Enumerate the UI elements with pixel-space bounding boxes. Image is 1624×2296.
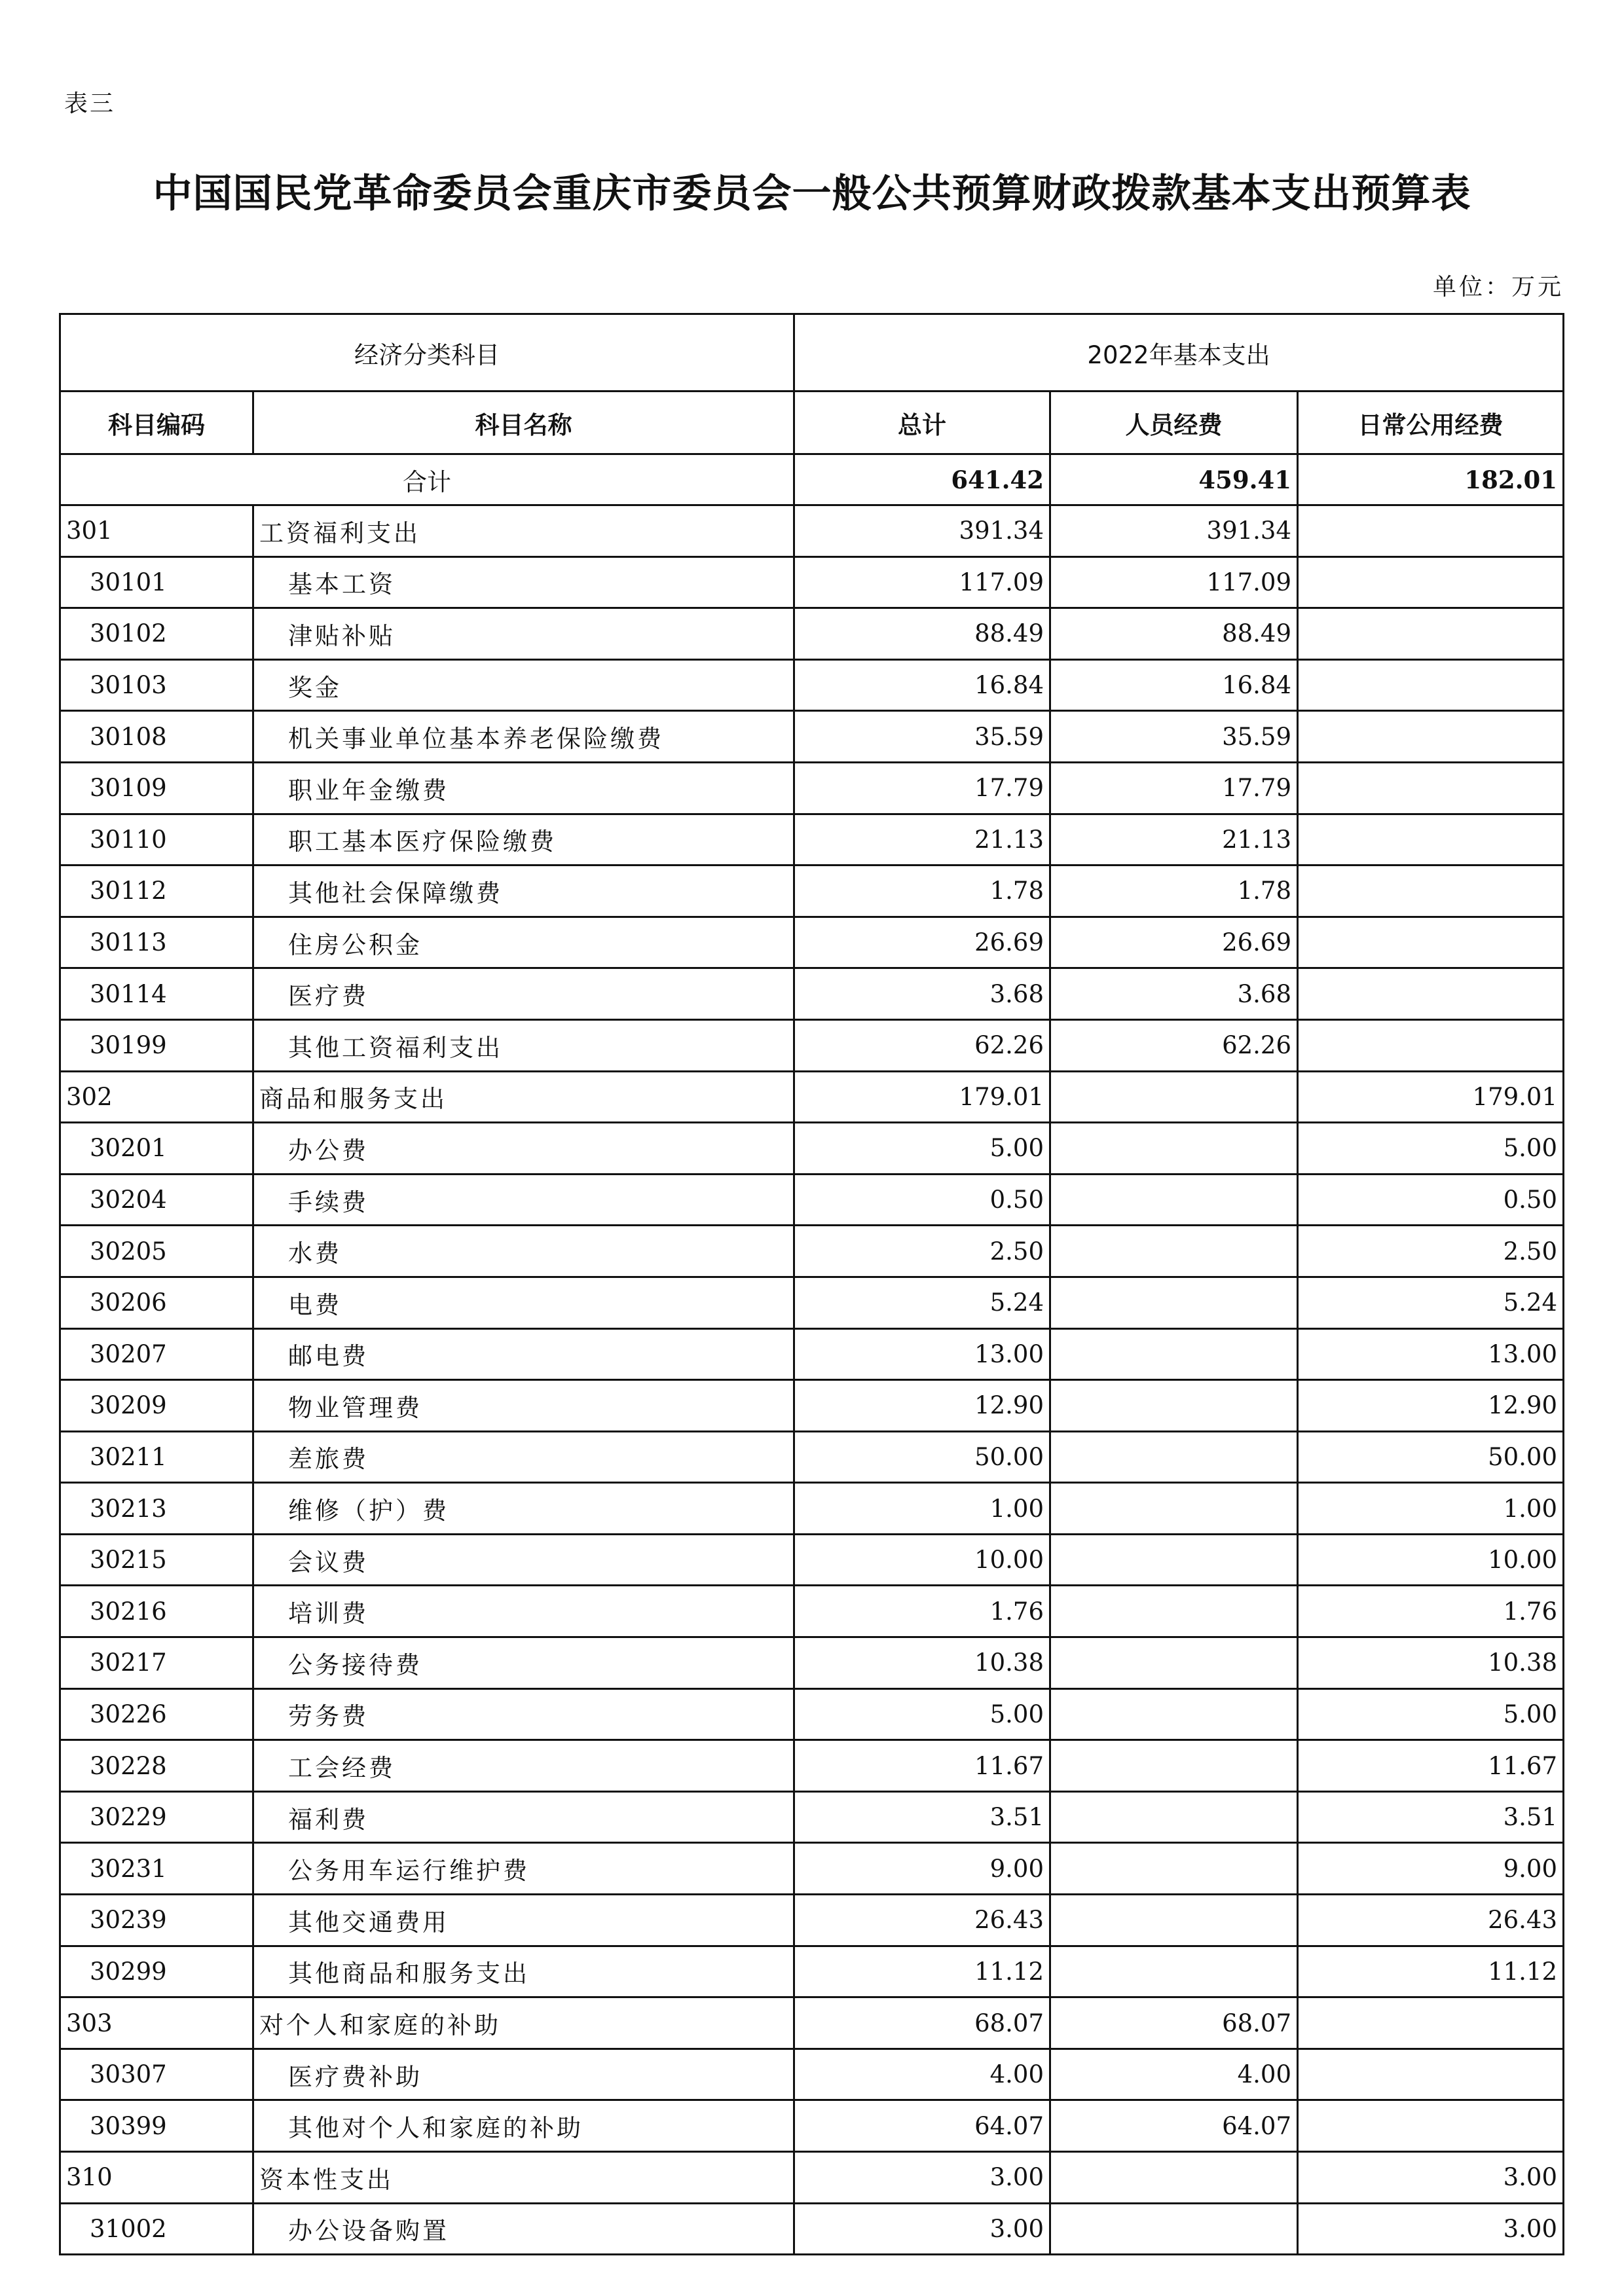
table-row — [60, 1997, 1564, 2049]
row-total: 3.00 — [794, 2152, 1050, 2204]
row-name: 职工基本医疗保险缴费 — [253, 814, 794, 866]
row-total: 5.24 — [794, 1277, 1050, 1328]
row-name: 邮电费 — [253, 1328, 794, 1380]
row-total: 35.59 — [794, 711, 1050, 763]
table-row — [60, 1071, 1564, 1123]
table-row — [60, 608, 1564, 660]
column-header-row — [60, 392, 1564, 454]
row-name: 工会经费 — [253, 1740, 794, 1792]
row-personnel — [1050, 1534, 1298, 1586]
table-row — [60, 659, 1564, 711]
row-code: 30217 — [60, 1637, 253, 1689]
row-total: 50.00 — [794, 1431, 1050, 1483]
row-public: 26.43 — [1298, 1895, 1564, 1946]
row-personnel: 62.26 — [1050, 1019, 1298, 1071]
row-personnel — [1050, 1071, 1298, 1123]
classification-header: 经济分类科目 — [60, 314, 794, 392]
row-code: 30103 — [60, 659, 253, 711]
row-total: 13.00 — [794, 1328, 1050, 1380]
row-personnel — [1050, 1226, 1298, 1277]
row-total: 3.00 — [794, 2203, 1050, 2255]
row-total: 1.00 — [794, 1483, 1050, 1535]
row-total: 5.00 — [794, 1123, 1050, 1175]
total-row — [60, 454, 1564, 505]
table-row — [60, 2049, 1564, 2100]
total-public: 182.01 — [1298, 454, 1564, 505]
row-code: 30206 — [60, 1277, 253, 1328]
row-personnel — [1050, 2152, 1298, 2204]
row-code: 30110 — [60, 814, 253, 866]
unit-label: 单位：万元 — [1432, 274, 1564, 301]
row-personnel — [1050, 1174, 1298, 1226]
table-row — [60, 1688, 1564, 1740]
row-public: 5.00 — [1298, 1688, 1564, 1740]
row-name: 公务用车运行维护费 — [253, 1843, 794, 1895]
row-name: 水费 — [253, 1226, 794, 1277]
row-code: 30239 — [60, 1895, 253, 1946]
row-total: 5.00 — [794, 1688, 1050, 1740]
row-personnel: 391.34 — [1050, 505, 1298, 557]
row-total: 11.12 — [794, 1946, 1050, 1997]
table-row — [60, 1174, 1564, 1226]
row-total: 0.50 — [794, 1174, 1050, 1226]
row-personnel: 16.84 — [1050, 659, 1298, 711]
name-column-header: 科目名称 — [253, 392, 794, 454]
row-personnel — [1050, 1637, 1298, 1689]
row-name: 商品和服务支出 — [253, 1071, 794, 1123]
row-personnel: 68.07 — [1050, 1997, 1298, 2049]
row-code: 30102 — [60, 608, 253, 660]
row-code: 30211 — [60, 1431, 253, 1483]
total-column-header: 总计 — [794, 392, 1050, 454]
table-row — [60, 1946, 1564, 1997]
row-name: 其他商品和服务支出 — [253, 1946, 794, 1997]
row-name: 福利费 — [253, 1791, 794, 1843]
row-name: 工资福利支出 — [253, 505, 794, 557]
table-row — [60, 1740, 1564, 1792]
row-name: 机关事业单位基本养老保险缴费 — [253, 711, 794, 763]
row-code: 30205 — [60, 1226, 253, 1277]
row-public — [1298, 762, 1564, 814]
row-name: 奖金 — [253, 659, 794, 711]
row-public — [1298, 2049, 1564, 2100]
row-public: 12.90 — [1298, 1380, 1564, 1432]
row-code: 30109 — [60, 762, 253, 814]
row-code: 310 — [60, 2152, 253, 2204]
row-name: 电费 — [253, 1277, 794, 1328]
table-row — [60, 917, 1564, 968]
row-personnel: 117.09 — [1050, 556, 1298, 608]
row-code: 30231 — [60, 1843, 253, 1895]
row-personnel — [1050, 2203, 1298, 2255]
code-column-header: 科目编码 — [60, 392, 253, 454]
row-total: 4.00 — [794, 2049, 1050, 2100]
row-code: 30209 — [60, 1380, 253, 1432]
row-public: 3.00 — [1298, 2152, 1564, 2204]
year-expense-header: 2022年基本支出 — [794, 314, 1564, 392]
table-row — [60, 1123, 1564, 1175]
table-row — [60, 505, 1564, 557]
row-personnel — [1050, 1431, 1298, 1483]
row-code: 30207 — [60, 1328, 253, 1380]
row-code: 30101 — [60, 556, 253, 608]
row-total: 10.00 — [794, 1534, 1050, 1586]
row-name: 差旅费 — [253, 1431, 794, 1483]
row-total: 391.34 — [794, 505, 1050, 557]
row-public — [1298, 711, 1564, 763]
row-total: 179.01 — [794, 1071, 1050, 1123]
row-code: 30199 — [60, 1019, 253, 1071]
row-total: 1.78 — [794, 866, 1050, 917]
row-code: 30226 — [60, 1688, 253, 1740]
table-row — [60, 711, 1564, 763]
row-code: 301 — [60, 505, 253, 557]
row-code: 30299 — [60, 1946, 253, 1997]
row-name: 其他对个人和家庭的补助 — [253, 2100, 794, 2152]
row-name: 维修（护）费 — [253, 1483, 794, 1535]
row-personnel — [1050, 1688, 1298, 1740]
row-total: 21.13 — [794, 814, 1050, 866]
row-total: 1.76 — [794, 1586, 1050, 1637]
row-code: 30215 — [60, 1534, 253, 1586]
row-code: 30229 — [60, 1791, 253, 1843]
row-public — [1298, 2100, 1564, 2152]
row-public — [1298, 608, 1564, 660]
row-public: 5.24 — [1298, 1277, 1564, 1328]
row-name: 资本性支出 — [253, 2152, 794, 2204]
row-total: 12.90 — [794, 1380, 1050, 1432]
row-name: 培训费 — [253, 1586, 794, 1637]
table-row — [60, 1483, 1564, 1535]
row-public: 3.00 — [1298, 2203, 1564, 2255]
table-row — [60, 556, 1564, 608]
row-code: 302 — [60, 1071, 253, 1123]
row-personnel — [1050, 1740, 1298, 1792]
row-total: 26.69 — [794, 917, 1050, 968]
row-total: 10.38 — [794, 1637, 1050, 1689]
table-row — [60, 1328, 1564, 1380]
row-name: 基本工资 — [253, 556, 794, 608]
row-personnel: 21.13 — [1050, 814, 1298, 866]
table-row — [60, 2152, 1564, 2204]
row-total: 3.51 — [794, 1791, 1050, 1843]
row-personnel: 35.59 — [1050, 711, 1298, 763]
row-total: 3.68 — [794, 968, 1050, 1020]
table-row — [60, 1380, 1564, 1432]
row-personnel: 64.07 — [1050, 2100, 1298, 2152]
row-code: 30399 — [60, 2100, 253, 2152]
row-code: 31002 — [60, 2203, 253, 2255]
row-name: 公务接待费 — [253, 1637, 794, 1689]
row-code: 30204 — [60, 1174, 253, 1226]
row-total: 88.49 — [794, 608, 1050, 660]
table-row — [60, 2203, 1564, 2255]
row-public — [1298, 866, 1564, 917]
row-name: 其他工资福利支出 — [253, 1019, 794, 1071]
row-public — [1298, 968, 1564, 1020]
row-public: 11.12 — [1298, 1946, 1564, 1997]
row-personnel: 88.49 — [1050, 608, 1298, 660]
row-name: 其他社会保障缴费 — [253, 866, 794, 917]
table-row — [60, 814, 1564, 866]
row-personnel — [1050, 1483, 1298, 1535]
row-personnel: 26.69 — [1050, 917, 1298, 968]
row-public: 1.76 — [1298, 1586, 1564, 1637]
row-personnel — [1050, 1586, 1298, 1637]
row-personnel — [1050, 1277, 1298, 1328]
table-row — [60, 1534, 1564, 1586]
row-public: 13.00 — [1298, 1328, 1564, 1380]
row-code: 30113 — [60, 917, 253, 968]
row-name: 住房公积金 — [253, 917, 794, 968]
row-total: 11.67 — [794, 1740, 1050, 1792]
row-code: 303 — [60, 1997, 253, 2049]
row-personnel — [1050, 1328, 1298, 1380]
row-total: 17.79 — [794, 762, 1050, 814]
total-sum: 641.42 — [794, 454, 1050, 505]
row-public: 11.67 — [1298, 1740, 1564, 1792]
row-total: 9.00 — [794, 1843, 1050, 1895]
row-name: 医疗费 — [253, 968, 794, 1020]
group-header-row — [60, 314, 1564, 392]
table-row — [60, 866, 1564, 917]
public-column-header: 日常公用经费 — [1298, 392, 1564, 454]
row-code: 30201 — [60, 1123, 253, 1175]
table-row — [60, 1586, 1564, 1637]
row-public: 9.00 — [1298, 1843, 1564, 1895]
row-public — [1298, 556, 1564, 608]
row-public: 10.00 — [1298, 1534, 1564, 1586]
row-total: 68.07 — [794, 1997, 1050, 2049]
table-row — [60, 1019, 1564, 1071]
row-personnel: 17.79 — [1050, 762, 1298, 814]
table-row — [60, 2100, 1564, 2152]
total-label: 合计 — [60, 454, 794, 505]
row-public: 179.01 — [1298, 1071, 1564, 1123]
table-row — [60, 1895, 1564, 1946]
row-public — [1298, 917, 1564, 968]
row-personnel: 4.00 — [1050, 2049, 1298, 2100]
budget-table — [59, 313, 1564, 2255]
row-public — [1298, 505, 1564, 557]
table-row — [60, 968, 1564, 1020]
table-row — [60, 1791, 1564, 1843]
table-row — [60, 1431, 1564, 1483]
table-label: 表三 — [64, 90, 116, 117]
total-personnel: 459.41 — [1050, 454, 1298, 505]
row-personnel: 1.78 — [1050, 866, 1298, 917]
row-code: 30114 — [60, 968, 253, 1020]
row-name: 职业年金缴费 — [253, 762, 794, 814]
row-code: 30213 — [60, 1483, 253, 1535]
personnel-column-header: 人员经费 — [1050, 392, 1298, 454]
row-public: 3.51 — [1298, 1791, 1564, 1843]
row-personnel: 3.68 — [1050, 968, 1298, 1020]
row-code: 30112 — [60, 866, 253, 917]
row-name: 对个人和家庭的补助 — [253, 1997, 794, 2049]
row-public: 5.00 — [1298, 1123, 1564, 1175]
row-total: 64.07 — [794, 2100, 1050, 2152]
row-name: 津贴补贴 — [253, 608, 794, 660]
row-public: 2.50 — [1298, 1226, 1564, 1277]
row-personnel — [1050, 1895, 1298, 1946]
row-public — [1298, 1019, 1564, 1071]
row-public: 10.38 — [1298, 1637, 1564, 1689]
row-public — [1298, 814, 1564, 866]
row-name: 办公费 — [253, 1123, 794, 1175]
row-public: 1.00 — [1298, 1483, 1564, 1535]
row-code: 30216 — [60, 1586, 253, 1637]
row-name: 医疗费补助 — [253, 2049, 794, 2100]
row-personnel — [1050, 1791, 1298, 1843]
row-personnel — [1050, 1843, 1298, 1895]
table-row — [60, 1843, 1564, 1895]
row-total: 26.43 — [794, 1895, 1050, 1946]
row-total: 62.26 — [794, 1019, 1050, 1071]
row-personnel — [1050, 1380, 1298, 1432]
table-row — [60, 1226, 1564, 1277]
row-name: 物业管理费 — [253, 1380, 794, 1432]
table-row — [60, 1277, 1564, 1328]
row-public — [1298, 1997, 1564, 2049]
row-name: 其他交通费用 — [253, 1895, 794, 1946]
row-code: 30108 — [60, 711, 253, 763]
row-total: 117.09 — [794, 556, 1050, 608]
page-title: 中国国民党革命委员会重庆市委员会一般公共预算财政拨款基本支出预算表 — [153, 171, 1471, 217]
row-total: 16.84 — [794, 659, 1050, 711]
row-code: 30307 — [60, 2049, 253, 2100]
table-row — [60, 1637, 1564, 1689]
row-name: 办公设备购置 — [253, 2203, 794, 2255]
row-public — [1298, 659, 1564, 711]
row-name: 手续费 — [253, 1174, 794, 1226]
row-code: 30228 — [60, 1740, 253, 1792]
row-name: 劳务费 — [253, 1688, 794, 1740]
row-name: 会议费 — [253, 1534, 794, 1586]
row-personnel — [1050, 1123, 1298, 1175]
row-personnel — [1050, 1946, 1298, 1997]
table-row — [60, 762, 1564, 814]
row-public: 0.50 — [1298, 1174, 1564, 1226]
row-public: 50.00 — [1298, 1431, 1564, 1483]
row-total: 2.50 — [794, 1226, 1050, 1277]
